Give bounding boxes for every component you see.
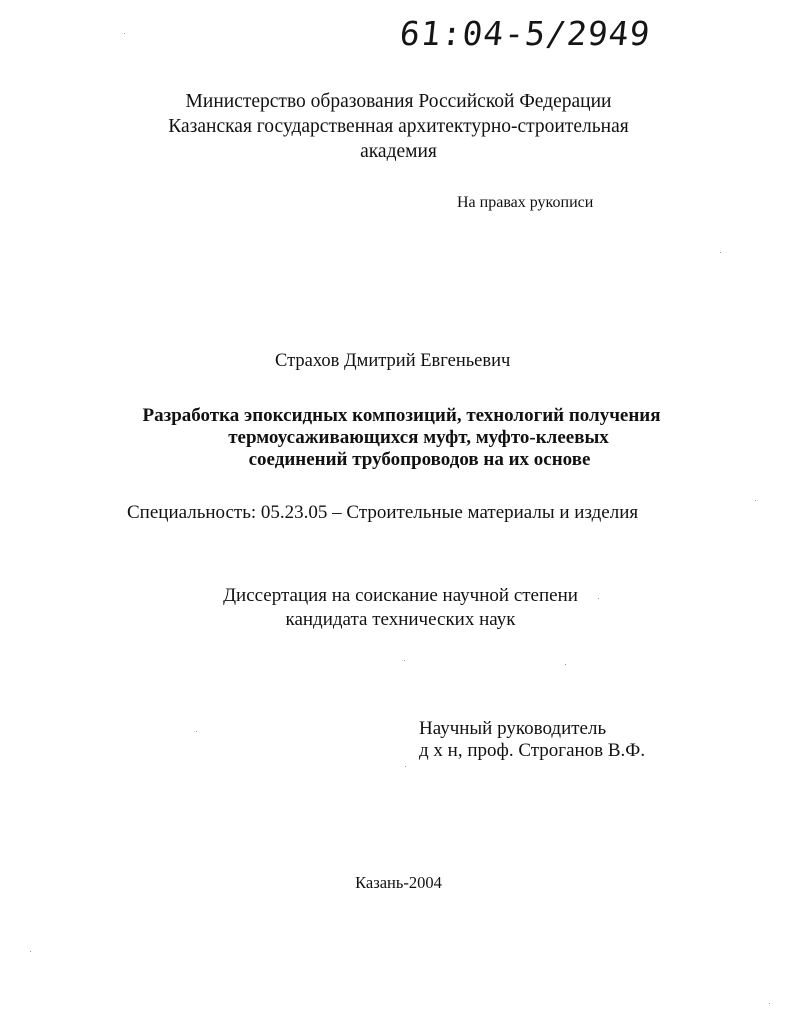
ministry-line-2: Казанская государственная архитектурно-строительная [168, 116, 629, 137]
supervisor-line-1: Научный руководитель [419, 718, 607, 739]
supervisor-block [419, 718, 645, 762]
degree-statement [0, 584, 797, 632]
ministry-line-1: Министерство образования Российской Федерации [185, 91, 612, 112]
scan-speck [755, 500, 756, 501]
dissertation-title [0, 405, 797, 471]
supervisor-line-2: д х н, проф. Строганов В.Ф. [419, 740, 646, 761]
handwritten-archive-code: 61:04-5/2949 [397, 14, 653, 53]
scan-speck [405, 766, 406, 767]
scan-speck [196, 731, 197, 732]
ministry-header [0, 89, 797, 164]
rights-note: На правах рукописи [457, 194, 594, 211]
ministry-line-3: академия [360, 141, 437, 162]
city-year: Казань-2004 [355, 873, 442, 892]
scan-speck [769, 1003, 770, 1004]
scan-speck [565, 664, 566, 665]
scan-speck [124, 33, 125, 34]
author-name: Страхов Дмитрий Евгеньевич [275, 351, 511, 371]
scan-speck [404, 660, 405, 661]
scan-speck [598, 598, 599, 599]
title-line-1: Разработка эпоксидных композиций, технологий получения [142, 405, 661, 426]
degree-line-2: кандидата технических наук [285, 609, 516, 630]
scan-speck [30, 951, 31, 952]
scan-speck [720, 252, 721, 253]
degree-line-1: Диссертация на соискание научной степени [223, 585, 578, 606]
title-line-3: соединений трубопроводов на их основе [248, 449, 591, 470]
specialty-line: Специальность: 05.23.05 – Строительные материалы и изделия [127, 502, 639, 523]
title-line-2: термоусаживающихся муфт, муфто-клеевых [228, 427, 609, 448]
